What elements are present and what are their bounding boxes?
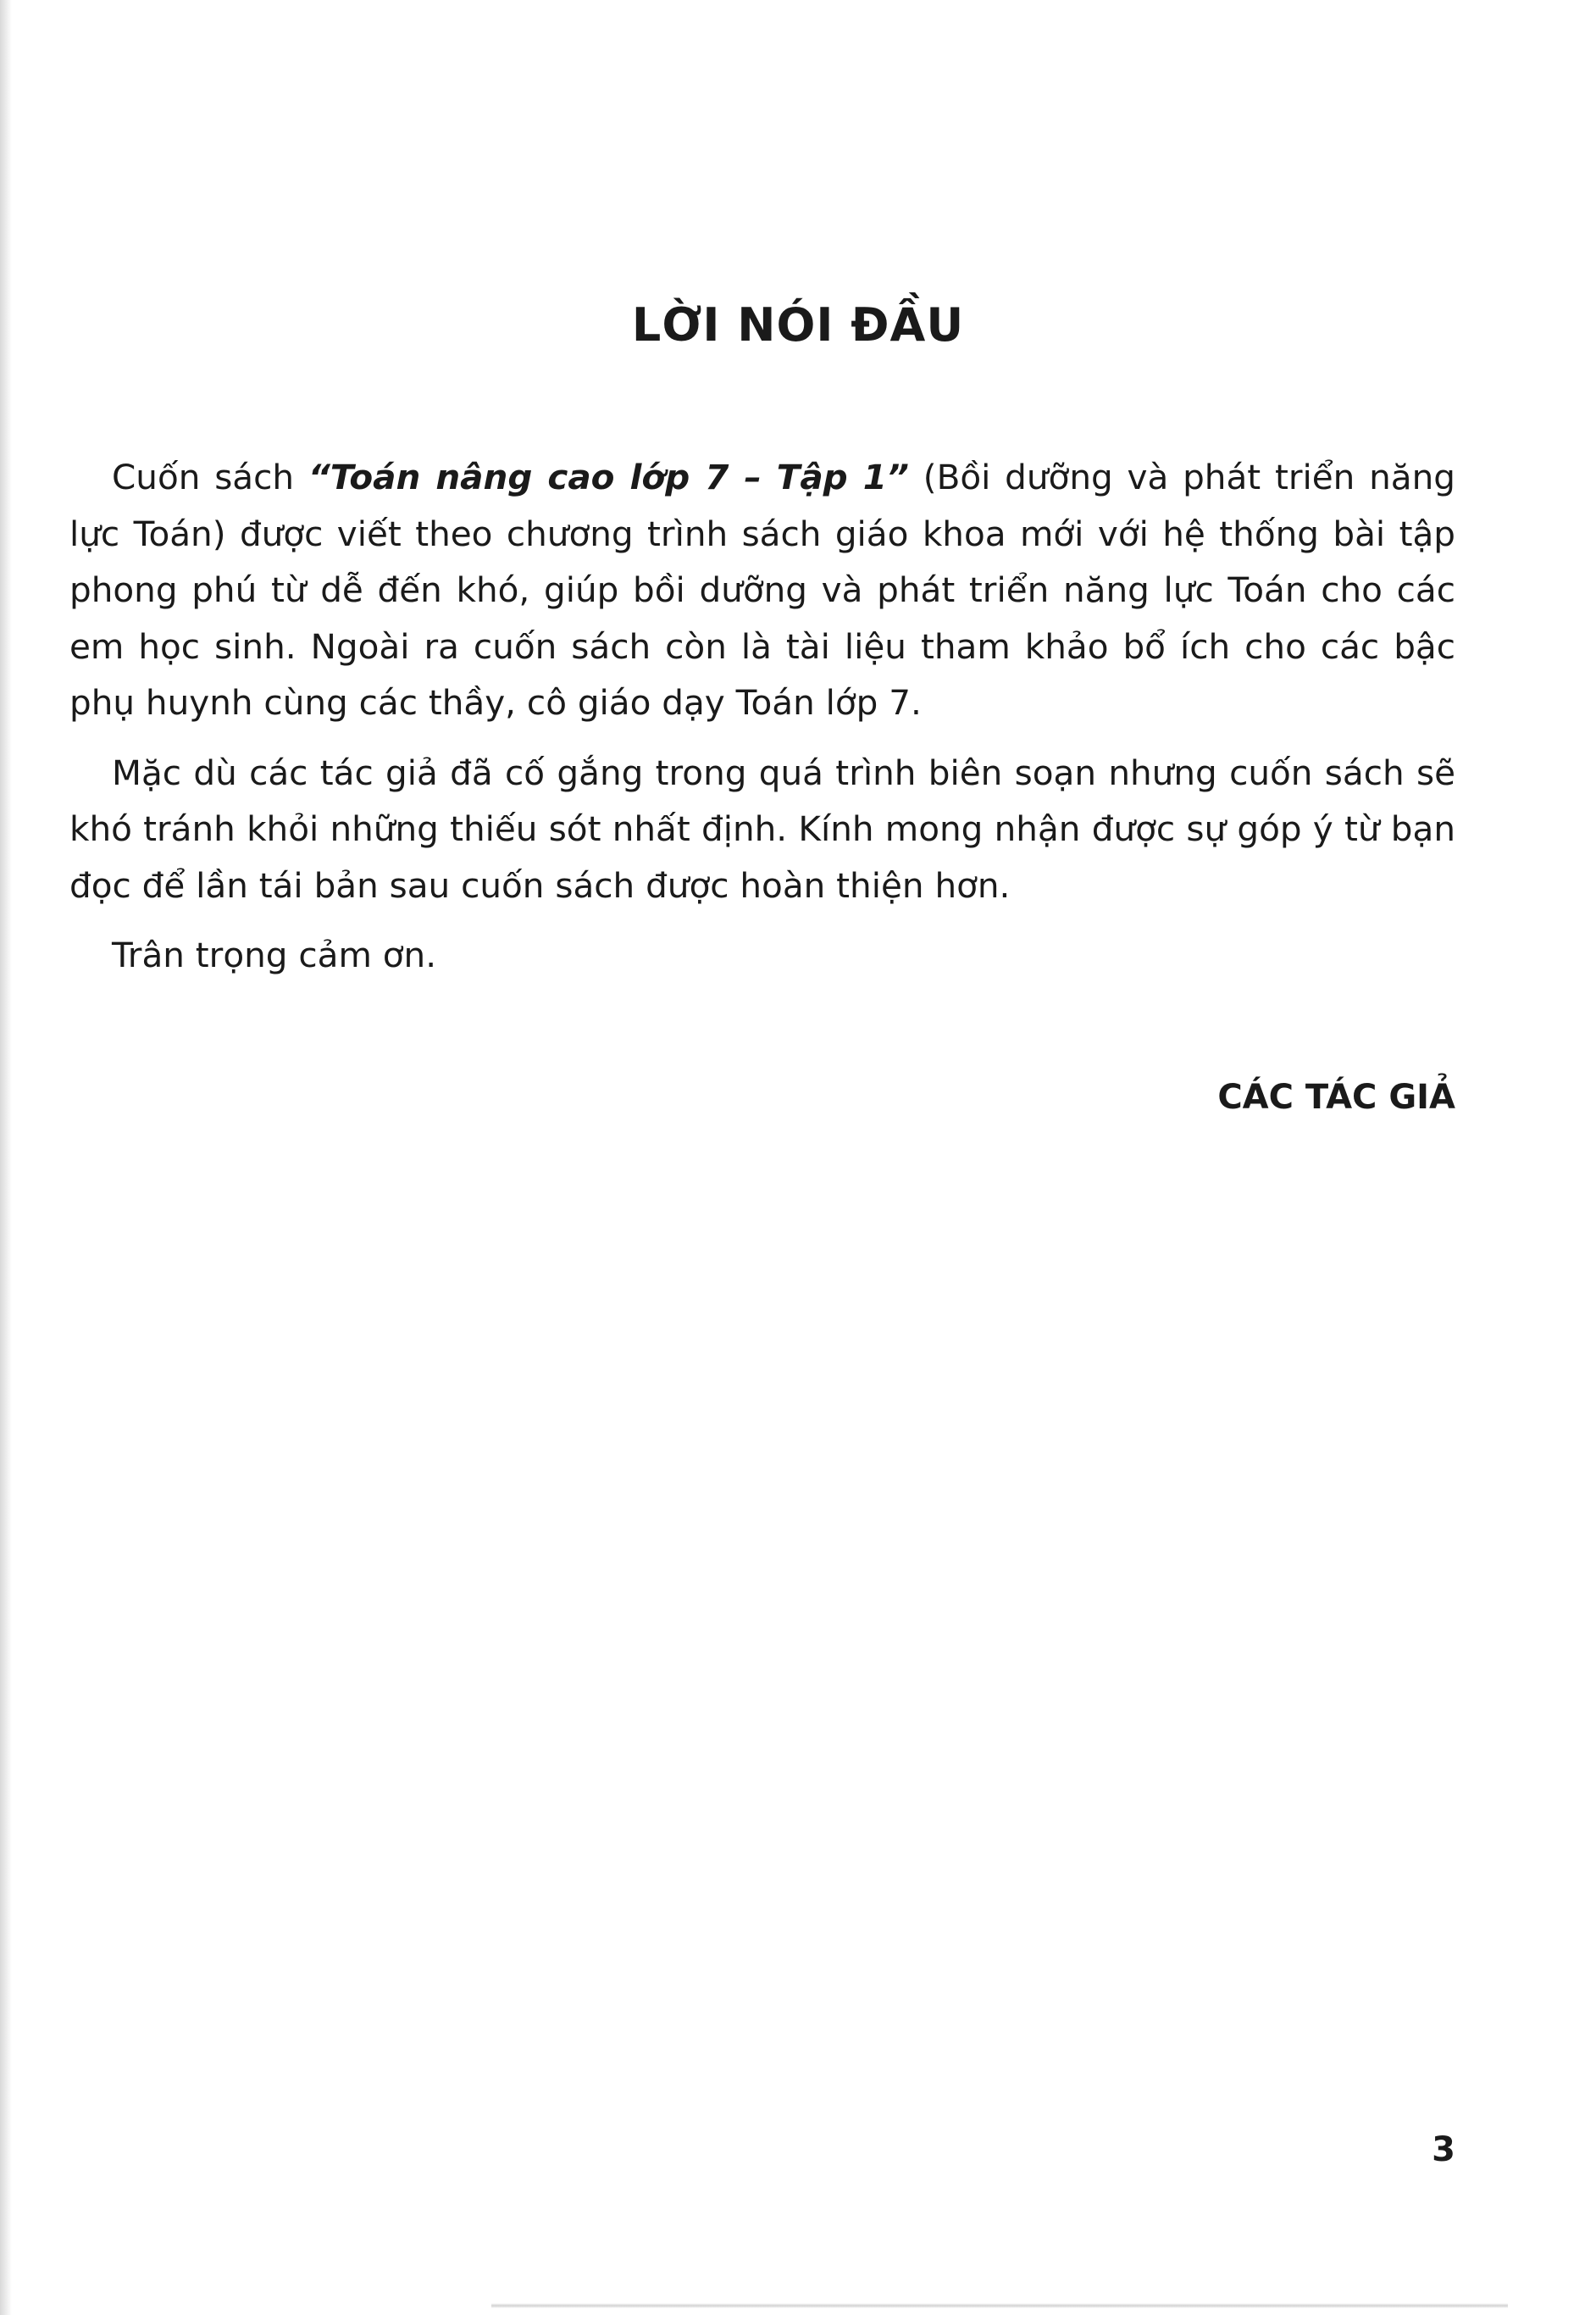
- paragraph-intro-rest: (Bồi dưỡng và phát triển năng lực Toán) được viết theo chương trình sách giáo khoa mới với hệ thống bài tập phong phú từ dễ đến khó, giúp bồi dưỡng và phát triển năng lực Toán cho các em học sinh. Ngoài ra cuốn sách còn là tài liệu tham khảo bổ ích cho các bậc phụ huynh cùng các thầy, cô giáo dạy Toán lớp 7.: [69, 457, 1455, 723]
- scan-edge-bottom: [491, 2303, 1508, 2308]
- signature: CÁC TÁC GIẢ: [1217, 1078, 1455, 1117]
- paragraph-intro: [69, 449, 1455, 731]
- closing-line: Trân trọng cảm ơn.: [112, 935, 437, 975]
- book-title: “Toán nâng cao lớp 7 – Tập 1”: [308, 457, 909, 497]
- paragraph-intro-lead: Cuốn sách: [112, 457, 308, 497]
- paragraph-apology: Mặc dù các tác giả đã cố gắng trong quá trình biên soạn nhưng cuốn sách sẽ khó tránh khỏi những thiếu sót nhất định. Kính mong nhận được sự góp ý từ bạn đọc để lần tái bản sau cuốn sách được hoàn thiện hơn.: [69, 752, 1455, 906]
- preface-body: [69, 449, 1455, 984]
- page-number: 3: [1432, 2130, 1455, 2169]
- page-title: LỜI NÓI ĐẦU: [631, 298, 965, 352]
